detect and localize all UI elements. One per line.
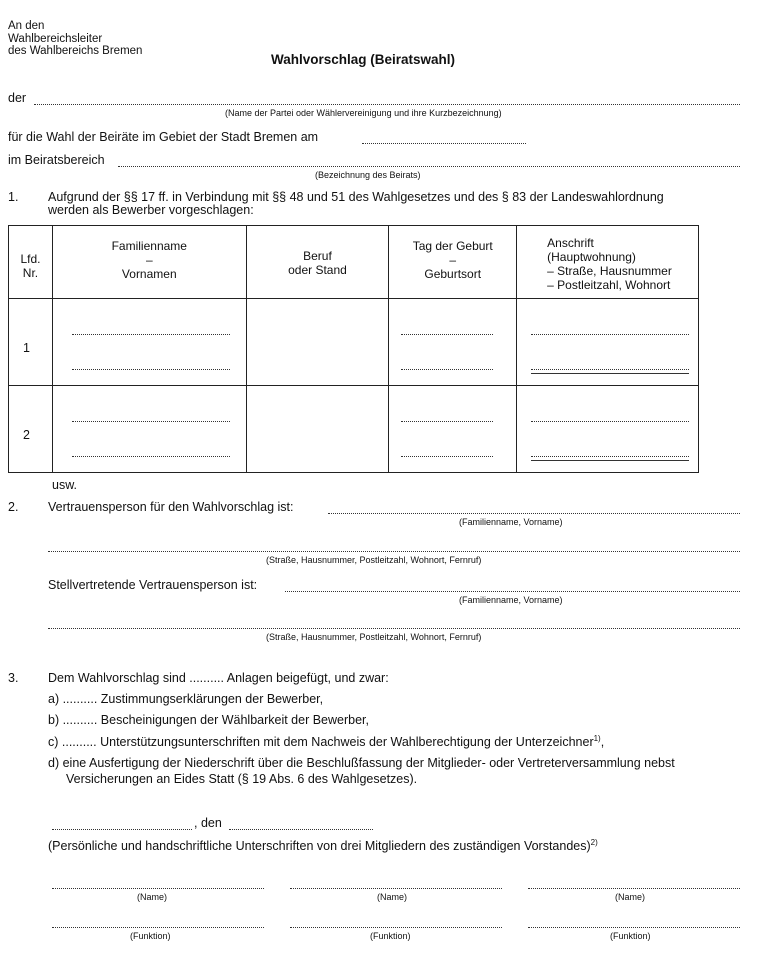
header-anschrift xyxy=(517,226,699,299)
addressee-line: des Wahlbereichs Bremen xyxy=(8,45,143,57)
page-title: Wahlvorschlag (Beiratswahl) xyxy=(271,52,456,67)
header-text: Beruf xyxy=(303,249,332,263)
signature-name-field-3[interactable] xyxy=(528,888,740,889)
anlage-b: b) .......... Bescheinigungen der Wählbarkeit der Bewerber, xyxy=(48,713,370,727)
header-text: Geburtsort xyxy=(424,267,482,281)
section1-number: 1. xyxy=(8,190,19,204)
anlage-c-end: , xyxy=(600,735,605,750)
geburtsort-field[interactable] xyxy=(401,456,493,457)
funktion-caption: (Funktion) xyxy=(370,931,411,941)
stellvertreter-label: Stellvertretende Vertrauensperson ist: xyxy=(48,578,258,592)
row-number-cell xyxy=(9,386,53,473)
stellvertreter-address-field[interactable] xyxy=(48,628,740,629)
table-row xyxy=(9,299,699,386)
datum-field[interactable] xyxy=(229,829,373,830)
header-text: – Straße, Hausnummer xyxy=(547,264,672,278)
section1-text: Aufgrund der §§ 17 ff. in Verbindung mit §§ 48 und 51 des Wahlgesetzes und des § 83 der Landeswahlordnung xyxy=(48,190,664,204)
vertrauensperson-label: Vertrauensperson für den Wahlvorschlag ist: xyxy=(48,500,294,514)
header-text: Nr. xyxy=(22,266,39,280)
addressee-block xyxy=(8,20,142,58)
addressee-line: Wahlbereichsleiter xyxy=(8,32,103,45)
header-text: – xyxy=(449,253,457,267)
table-header-row xyxy=(9,226,699,299)
signature-funktion-field-1[interactable] xyxy=(52,927,264,928)
funktion-caption: (Funktion) xyxy=(130,931,171,941)
beirat-hint: (Bezeichnung des Beirats) xyxy=(315,170,421,180)
header-text: Vornamen xyxy=(121,267,177,281)
header-text: Familienname xyxy=(111,239,187,253)
header-familienname xyxy=(52,226,246,299)
stellvertreter-name-field[interactable] xyxy=(285,591,740,592)
section3-number: 3. xyxy=(8,671,19,685)
vertrauensperson-address-field[interactable] xyxy=(48,551,740,552)
vertrauensperson-name-field[interactable] xyxy=(328,513,740,514)
name-cell xyxy=(52,386,246,473)
geburtstag-field[interactable] xyxy=(401,334,493,335)
name-hint: (Familienname, Vorname) xyxy=(459,595,563,605)
section1-text: werden als Bewerber vorgeschlagen: xyxy=(48,203,254,217)
row-number-cell xyxy=(9,299,53,386)
header-text: – xyxy=(145,253,153,267)
geburtsort-field[interactable] xyxy=(401,369,493,370)
header-text: Lfd. xyxy=(20,252,41,266)
section2-number: 2. xyxy=(8,500,19,514)
anlage-c xyxy=(48,734,604,749)
header-lfd-nr xyxy=(9,226,53,299)
anlage-c-text: c) .......... Unterstützungsunterschriften mit dem Nachweis der Wahlberechtigung der Unterzeichner xyxy=(48,735,594,750)
header-beruf xyxy=(246,226,389,299)
strasse-field[interactable] xyxy=(531,421,689,422)
vornamen-field[interactable] xyxy=(72,456,230,457)
vornamen-field[interactable] xyxy=(72,369,230,370)
beirat-label: im Beiratsbereich xyxy=(8,153,105,167)
beruf-cell[interactable] xyxy=(246,299,389,386)
row-number: 2 xyxy=(23,428,30,442)
header-text: Tag der Geburt xyxy=(412,239,493,253)
signature-name-field-1[interactable] xyxy=(52,888,264,889)
funktion-caption: (Funktion) xyxy=(610,931,651,941)
signature-note-text: (Persönliche und handschriftliche Unterschriften von drei Mitgliedern des zuständigen Vorstandes) xyxy=(48,839,591,854)
familienname-field[interactable] xyxy=(72,421,230,422)
anschrift-cell xyxy=(517,386,699,473)
geburt-cell xyxy=(389,386,517,473)
anschrift-cell xyxy=(517,299,699,386)
den-label: , den xyxy=(194,816,222,830)
name-caption: (Name) xyxy=(615,892,646,902)
row-number: 1 xyxy=(23,341,30,355)
signature-name-field-2[interactable] xyxy=(290,888,502,889)
address-hint: (Straße, Hausnummer, Postleitzahl, Wohnort, Fernruf) xyxy=(266,555,482,565)
ort-field[interactable] xyxy=(52,829,192,830)
geburtstag-field[interactable] xyxy=(401,421,493,422)
footnote-ref: 1) xyxy=(593,734,601,743)
anlage-d: d) eine Ausfertigung der Niederschrift über die Beschlußfassung der Mitglieder- oder Vertreterversammlung nebst xyxy=(48,756,675,770)
wahl-label: für die Wahl der Beiräte im Gebiet der Stadt Bremen am xyxy=(8,130,319,144)
name-caption: (Name) xyxy=(137,892,168,902)
anlage-a: a) .......... Zustimmungserklärungen der Bewerber, xyxy=(48,692,324,706)
header-geburt xyxy=(389,226,517,299)
underline xyxy=(531,373,689,374)
strasse-field[interactable] xyxy=(531,334,689,335)
wohnort-field[interactable] xyxy=(531,369,689,370)
signature-funktion-field-2[interactable] xyxy=(290,927,502,928)
underline xyxy=(531,460,689,461)
der-hint: (Name der Partei oder Wählervereinigung und ihre Kurzbezeichnung) xyxy=(225,108,502,118)
header-text: Anschrift xyxy=(547,236,594,250)
candidate-table xyxy=(8,225,699,473)
geburt-cell xyxy=(389,299,517,386)
name-cell xyxy=(52,299,246,386)
signature-funktion-field-3[interactable] xyxy=(528,927,740,928)
header-text: – Postleitzahl, Wohnort xyxy=(547,278,671,292)
beruf-cell[interactable] xyxy=(246,386,389,473)
wahl-date-field[interactable] xyxy=(362,143,526,144)
wohnort-field[interactable] xyxy=(531,456,689,457)
addressee-line: An den xyxy=(8,20,45,32)
usw-label: usw. xyxy=(52,478,78,492)
header-text: oder Stand xyxy=(288,263,347,277)
signature-note xyxy=(48,838,598,853)
name-hint: (Familienname, Vorname) xyxy=(459,517,563,527)
familienname-field[interactable] xyxy=(72,334,230,335)
name-caption: (Name) xyxy=(377,892,408,902)
der-field[interactable] xyxy=(34,104,740,105)
address-hint: (Straße, Hausnummer, Postleitzahl, Wohnort, Fernruf) xyxy=(266,632,482,642)
footnote-ref: 2) xyxy=(590,838,598,847)
anlage-d-cont: Versicherungen an Eides Statt (§ 19 Abs. 6 des Wahlgesetzes). xyxy=(66,772,418,786)
der-label: der xyxy=(8,91,27,105)
beirat-field[interactable] xyxy=(118,166,740,167)
table-row xyxy=(9,386,699,473)
header-text: (Hauptwohnung) xyxy=(547,250,636,264)
anlagen-intro: Dem Wahlvorschlag sind .......... Anlagen beigefügt, und zwar: xyxy=(48,671,389,685)
